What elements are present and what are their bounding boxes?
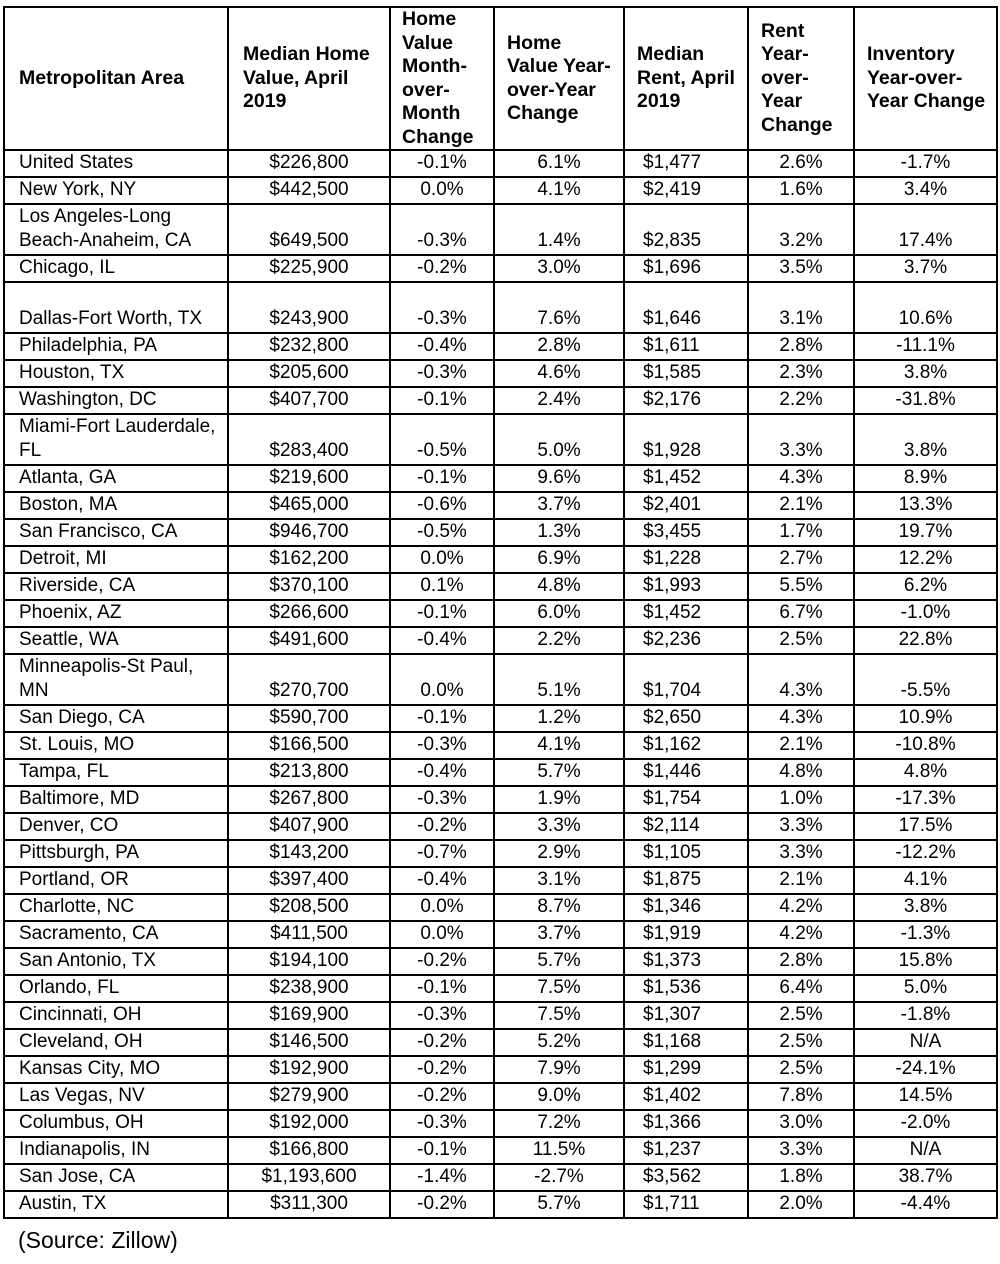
metro-cell: Seattle, WA [4,627,228,654]
median-home-value-cell: $279,900 [228,1083,390,1110]
rent-yoy-cell: 3.3% [748,813,854,840]
yoy-change-cell: 5.1% [494,654,624,705]
median-rent-cell: $1,228 [624,546,748,573]
median-rent-cell: $1,696 [624,255,748,282]
metro-cell: Los Angeles-Long Beach-Anaheim, CA [4,204,228,255]
inventory-yoy-cell: 15.8% [854,948,997,975]
rent-yoy-cell: 2.5% [748,1029,854,1056]
mom-change-cell: -0.1% [390,1137,494,1164]
mom-change-cell: -0.2% [390,1029,494,1056]
table-row [4,177,997,204]
inventory-yoy-cell: -1.8% [854,1002,997,1029]
rent-yoy-cell: 2.5% [748,1002,854,1029]
rent-yoy-cell: 1.7% [748,519,854,546]
median-home-value-cell: $169,900 [228,1002,390,1029]
table-row [4,813,997,840]
table-row [4,1029,997,1056]
mom-change-cell: -0.2% [390,813,494,840]
metro-cell: Chicago, IL [4,255,228,282]
yoy-change-cell: 8.7% [494,894,624,921]
mom-change-cell: -0.1% [390,150,494,177]
inventory-yoy-cell: 4.8% [854,759,997,786]
table-row [4,204,997,255]
yoy-change-cell: 7.9% [494,1056,624,1083]
median-rent-cell: $1,162 [624,732,748,759]
inventory-yoy-cell: 8.9% [854,465,997,492]
yoy-change-cell: 1.3% [494,519,624,546]
inventory-yoy-cell: 3.8% [854,414,997,465]
median-rent-cell: $1,105 [624,840,748,867]
rent-yoy-cell: 5.5% [748,573,854,600]
table-row [4,948,997,975]
table-row [4,705,997,732]
median-rent-cell: $1,585 [624,360,748,387]
inventory-yoy-cell: -31.8% [854,387,997,414]
median-home-value-cell: $267,800 [228,786,390,813]
mom-change-cell: -0.2% [390,255,494,282]
metro-cell: Columbus, OH [4,1110,228,1137]
median-home-value-cell: $162,200 [228,546,390,573]
metro-cell: Portland, OR [4,867,228,894]
mom-change-cell: -0.1% [390,387,494,414]
rent-yoy-cell: 4.2% [748,921,854,948]
mom-change-cell: 0.0% [390,921,494,948]
inventory-yoy-cell: 19.7% [854,519,997,546]
mom-change-cell: -0.3% [390,204,494,255]
inventory-yoy-cell: -1.7% [854,150,997,177]
yoy-change-cell: 6.1% [494,150,624,177]
table-row [4,333,997,360]
table-row [4,1137,997,1164]
inventory-yoy-cell: -2.0% [854,1110,997,1137]
mom-change-cell: -0.3% [390,786,494,813]
rent-yoy-cell: 3.5% [748,255,854,282]
median-home-value-cell: $491,600 [228,627,390,654]
metro-cell: Boston, MA [4,492,228,519]
metro-cell: Houston, TX [4,360,228,387]
mom-change-cell: -0.4% [390,627,494,654]
rent-yoy-cell: 1.8% [748,1164,854,1191]
median-rent-cell: $1,446 [624,759,748,786]
mom-change-cell: -0.4% [390,867,494,894]
yoy-change-cell: 5.7% [494,1191,624,1218]
mom-change-cell: -0.2% [390,1083,494,1110]
inventory-yoy-cell: -12.2% [854,840,997,867]
inventory-yoy-cell: -5.5% [854,654,997,705]
rent-yoy-cell: 4.2% [748,894,854,921]
rent-yoy-cell: 3.0% [748,1110,854,1137]
table-row [4,414,997,465]
metro-cell: Detroit, MI [4,546,228,573]
median-home-value-cell: $590,700 [228,705,390,732]
metro-cell: Indianapolis, IN [4,1137,228,1164]
median-rent-cell: $2,401 [624,492,748,519]
metro-cell: Miami-Fort Lauderdale, FL [4,414,228,465]
yoy-change-cell: 4.1% [494,732,624,759]
rent-yoy-cell: 4.3% [748,654,854,705]
median-rent-cell: $1,346 [624,894,748,921]
yoy-change-cell: 6.0% [494,600,624,627]
mom-change-cell: -0.7% [390,840,494,867]
metro-cell: St. Louis, MO [4,732,228,759]
yoy-change-cell: 2.4% [494,387,624,414]
table-row [4,546,997,573]
header-median-home-value: Median Home Value, April 2019 [228,7,390,150]
median-home-value-cell: $465,000 [228,492,390,519]
yoy-change-cell: 5.7% [494,948,624,975]
rent-yoy-cell: 2.5% [748,627,854,654]
mom-change-cell: -0.1% [390,465,494,492]
header-mom-change: Home Value Month-over-Month Change [390,7,494,150]
inventory-yoy-cell: -11.1% [854,333,997,360]
mom-change-cell: -0.5% [390,519,494,546]
median-rent-cell: $2,114 [624,813,748,840]
rent-yoy-cell: 2.7% [748,546,854,573]
metro-cell: Dallas-Fort Worth, TX [4,282,228,333]
median-home-value-cell: $226,800 [228,150,390,177]
metro-cell: Philadelphia, PA [4,333,228,360]
mom-change-cell: -0.3% [390,282,494,333]
metro-cell: Cleveland, OH [4,1029,228,1056]
metro-cell: Las Vegas, NV [4,1083,228,1110]
yoy-change-cell: 7.5% [494,975,624,1002]
median-rent-cell: $2,650 [624,705,748,732]
median-rent-cell: $1,452 [624,600,748,627]
yoy-change-cell: 11.5% [494,1137,624,1164]
rent-yoy-cell: 2.2% [748,387,854,414]
median-rent-cell: $1,452 [624,465,748,492]
median-home-value-cell: $166,500 [228,732,390,759]
yoy-change-cell: 4.1% [494,177,624,204]
mom-change-cell: -0.4% [390,759,494,786]
metro-cell: Kansas City, MO [4,1056,228,1083]
inventory-yoy-cell: 12.2% [854,546,997,573]
median-rent-cell: $1,168 [624,1029,748,1056]
inventory-yoy-cell: -10.8% [854,732,997,759]
yoy-change-cell: 7.6% [494,282,624,333]
median-home-value-cell: $213,800 [228,759,390,786]
rent-yoy-cell: 7.8% [748,1083,854,1110]
metro-cell: Washington, DC [4,387,228,414]
metro-cell: Orlando, FL [4,975,228,1002]
header-inventory-yoy: Inventory Year-over-Year Change [854,7,997,150]
table-row [4,1083,997,1110]
median-home-value-cell: $1,193,600 [228,1164,390,1191]
mom-change-cell: -0.2% [390,948,494,975]
median-rent-cell: $3,455 [624,519,748,546]
mom-change-cell: 0.0% [390,546,494,573]
table-row [4,1191,997,1218]
mom-change-cell: -0.3% [390,732,494,759]
rent-yoy-cell: 3.1% [748,282,854,333]
yoy-change-cell: 2.2% [494,627,624,654]
rent-yoy-cell: 2.1% [748,867,854,894]
median-rent-cell: $1,402 [624,1083,748,1110]
rent-yoy-cell: 4.3% [748,705,854,732]
mom-change-cell: -0.5% [390,414,494,465]
table-row [4,573,997,600]
inventory-yoy-cell: 10.9% [854,705,997,732]
yoy-change-cell: 5.0% [494,414,624,465]
metro-cell: Atlanta, GA [4,465,228,492]
yoy-change-cell: 2.9% [494,840,624,867]
yoy-change-cell: 3.0% [494,255,624,282]
header-rent-yoy: Rent Year-over-Year Change [748,7,854,150]
inventory-yoy-cell: 6.2% [854,573,997,600]
median-rent-cell: $2,176 [624,387,748,414]
median-rent-cell: $1,536 [624,975,748,1002]
mom-change-cell: -0.3% [390,1002,494,1029]
median-rent-cell: $2,835 [624,204,748,255]
mom-change-cell: 0.0% [390,177,494,204]
yoy-change-cell: 7.5% [494,1002,624,1029]
mom-change-cell: -0.3% [390,1110,494,1137]
rent-yoy-cell: 3.2% [748,204,854,255]
yoy-change-cell: 3.1% [494,867,624,894]
median-rent-cell: $2,419 [624,177,748,204]
median-home-value-cell: $225,900 [228,255,390,282]
rent-yoy-cell: 2.1% [748,492,854,519]
table-row [4,732,997,759]
mom-change-cell: -0.4% [390,333,494,360]
inventory-yoy-cell: 3.8% [854,360,997,387]
median-home-value-cell: $946,700 [228,519,390,546]
table-row [4,1164,997,1191]
mom-change-cell: -0.1% [390,705,494,732]
metro-cell: Denver, CO [4,813,228,840]
table-row [4,894,997,921]
rent-yoy-cell: 6.4% [748,975,854,1002]
table-row [4,492,997,519]
median-home-value-cell: $266,600 [228,600,390,627]
inventory-yoy-cell: 4.1% [854,867,997,894]
inventory-yoy-cell: 13.3% [854,492,997,519]
inventory-yoy-cell: -24.1% [854,1056,997,1083]
median-home-value-cell: $407,700 [228,387,390,414]
yoy-change-cell: 3.7% [494,492,624,519]
metro-cell: Baltimore, MD [4,786,228,813]
median-rent-cell: $1,711 [624,1191,748,1218]
median-home-value-cell: $208,500 [228,894,390,921]
table-row [4,360,997,387]
median-home-value-cell: $146,500 [228,1029,390,1056]
yoy-change-cell: 5.2% [494,1029,624,1056]
median-home-value-cell: $411,500 [228,921,390,948]
metro-cell: New York, NY [4,177,228,204]
metro-cell: San Antonio, TX [4,948,228,975]
metro-cell: Cincinnati, OH [4,1002,228,1029]
median-rent-cell: $1,373 [624,948,748,975]
median-rent-cell: $1,754 [624,786,748,813]
inventory-yoy-cell: 5.0% [854,975,997,1002]
table-row [4,282,997,333]
rent-yoy-cell: 6.7% [748,600,854,627]
source-note: (Source: Zillow) [18,1227,178,1253]
rent-yoy-cell: 2.3% [748,360,854,387]
metro-cell: San Diego, CA [4,705,228,732]
mom-change-cell: -0.6% [390,492,494,519]
inventory-yoy-cell: 17.4% [854,204,997,255]
rent-yoy-cell: 1.0% [748,786,854,813]
rent-yoy-cell: 2.8% [748,948,854,975]
mom-change-cell: -0.3% [390,360,494,387]
header-metro: Metropolitan Area [4,7,228,150]
median-rent-cell: $1,611 [624,333,748,360]
mom-change-cell: -0.1% [390,600,494,627]
rent-yoy-cell: 3.3% [748,414,854,465]
rent-yoy-cell: 3.3% [748,1137,854,1164]
housing-data-table [3,6,998,1219]
metro-cell: Charlotte, NC [4,894,228,921]
yoy-change-cell: 1.9% [494,786,624,813]
table-row [4,1056,997,1083]
yoy-change-cell: 3.3% [494,813,624,840]
median-home-value-cell: $166,800 [228,1137,390,1164]
median-rent-cell: $1,646 [624,282,748,333]
inventory-yoy-cell: -1.3% [854,921,997,948]
median-home-value-cell: $143,200 [228,840,390,867]
yoy-change-cell: 5.7% [494,759,624,786]
median-home-value-cell: $370,100 [228,573,390,600]
inventory-yoy-cell: -4.4% [854,1191,997,1218]
inventory-yoy-cell: 38.7% [854,1164,997,1191]
table-row [4,627,997,654]
yoy-change-cell: -2.7% [494,1164,624,1191]
inventory-yoy-cell: 14.5% [854,1083,997,1110]
median-home-value-cell: $407,900 [228,813,390,840]
mom-change-cell: 0.0% [390,894,494,921]
table-row [4,465,997,492]
median-home-value-cell: $442,500 [228,177,390,204]
yoy-change-cell: 9.6% [494,465,624,492]
median-home-value-cell: $270,700 [228,654,390,705]
yoy-change-cell: 4.8% [494,573,624,600]
median-home-value-cell: $194,100 [228,948,390,975]
median-rent-cell: $1,299 [624,1056,748,1083]
metro-cell: Pittsburgh, PA [4,840,228,867]
inventory-yoy-cell: 3.7% [854,255,997,282]
inventory-yoy-cell: N/A [854,1137,997,1164]
yoy-change-cell: 7.2% [494,1110,624,1137]
table-row [4,786,997,813]
rent-yoy-cell: 2.8% [748,333,854,360]
rent-yoy-cell: 2.6% [748,150,854,177]
mom-change-cell: 0.1% [390,573,494,600]
inventory-yoy-cell: 3.4% [854,177,997,204]
table-row [4,519,997,546]
mom-change-cell: 0.0% [390,654,494,705]
yoy-change-cell: 9.0% [494,1083,624,1110]
yoy-change-cell: 2.8% [494,333,624,360]
rent-yoy-cell: 2.0% [748,1191,854,1218]
header-median-rent: Median Rent, April 2019 [624,7,748,150]
yoy-change-cell: 3.7% [494,921,624,948]
rent-yoy-cell: 2.5% [748,1056,854,1083]
yoy-change-cell: 6.9% [494,546,624,573]
median-home-value-cell: $283,400 [228,414,390,465]
table-row [4,921,997,948]
median-rent-cell: $2,236 [624,627,748,654]
median-home-value-cell: $649,500 [228,204,390,255]
mom-change-cell: -0.1% [390,975,494,1002]
metro-cell: Phoenix, AZ [4,600,228,627]
rent-yoy-cell: 4.8% [748,759,854,786]
rent-yoy-cell: 1.6% [748,177,854,204]
yoy-change-cell: 1.4% [494,204,624,255]
yoy-change-cell: 4.6% [494,360,624,387]
table-row [4,150,997,177]
median-home-value-cell: $205,600 [228,360,390,387]
table-row [4,654,997,705]
metro-cell: Austin, TX [4,1191,228,1218]
median-home-value-cell: $192,000 [228,1110,390,1137]
metro-cell: San Francisco, CA [4,519,228,546]
rent-yoy-cell: 3.3% [748,840,854,867]
table-row [4,387,997,414]
mom-change-cell: -0.2% [390,1056,494,1083]
table-row [4,1110,997,1137]
median-home-value-cell: $232,800 [228,333,390,360]
table-row [4,867,997,894]
table-row [4,600,997,627]
yoy-change-cell: 1.2% [494,705,624,732]
rent-yoy-cell: 2.1% [748,732,854,759]
metro-cell: United States [4,150,228,177]
median-rent-cell: $1,875 [624,867,748,894]
median-rent-cell: $1,704 [624,654,748,705]
median-rent-cell: $1,477 [624,150,748,177]
metro-cell: Tampa, FL [4,759,228,786]
median-rent-cell: $1,307 [624,1002,748,1029]
median-rent-cell: $1,928 [624,414,748,465]
mom-change-cell: -1.4% [390,1164,494,1191]
table-row [4,975,997,1002]
metro-cell: Sacramento, CA [4,921,228,948]
table-row [4,759,997,786]
table-row [4,840,997,867]
inventory-yoy-cell: 17.5% [854,813,997,840]
median-home-value-cell: $311,300 [228,1191,390,1218]
metro-cell: San Jose, CA [4,1164,228,1191]
median-rent-cell: $1,366 [624,1110,748,1137]
rent-yoy-cell: 4.3% [748,465,854,492]
table-row [4,1002,997,1029]
median-home-value-cell: $192,900 [228,1056,390,1083]
median-rent-cell: $1,919 [624,921,748,948]
median-home-value-cell: $238,900 [228,975,390,1002]
inventory-yoy-cell: -17.3% [854,786,997,813]
mom-change-cell: -0.2% [390,1191,494,1218]
inventory-yoy-cell: 10.6% [854,282,997,333]
median-rent-cell: $3,562 [624,1164,748,1191]
table-row [4,255,997,282]
median-rent-cell: $1,993 [624,573,748,600]
inventory-yoy-cell: 3.8% [854,894,997,921]
median-rent-cell: $1,237 [624,1137,748,1164]
inventory-yoy-cell: 22.8% [854,627,997,654]
metro-cell: Minneapolis-St Paul, MN [4,654,228,705]
header-row [4,7,997,150]
header-yoy-change: Home Value Year-over-Year Change [494,7,624,150]
inventory-yoy-cell: N/A [854,1029,997,1056]
metro-cell: Riverside, CA [4,573,228,600]
inventory-yoy-cell: -1.0% [854,600,997,627]
median-home-value-cell: $243,900 [228,282,390,333]
median-home-value-cell: $219,600 [228,465,390,492]
table-body [4,150,997,1218]
median-home-value-cell: $397,400 [228,867,390,894]
